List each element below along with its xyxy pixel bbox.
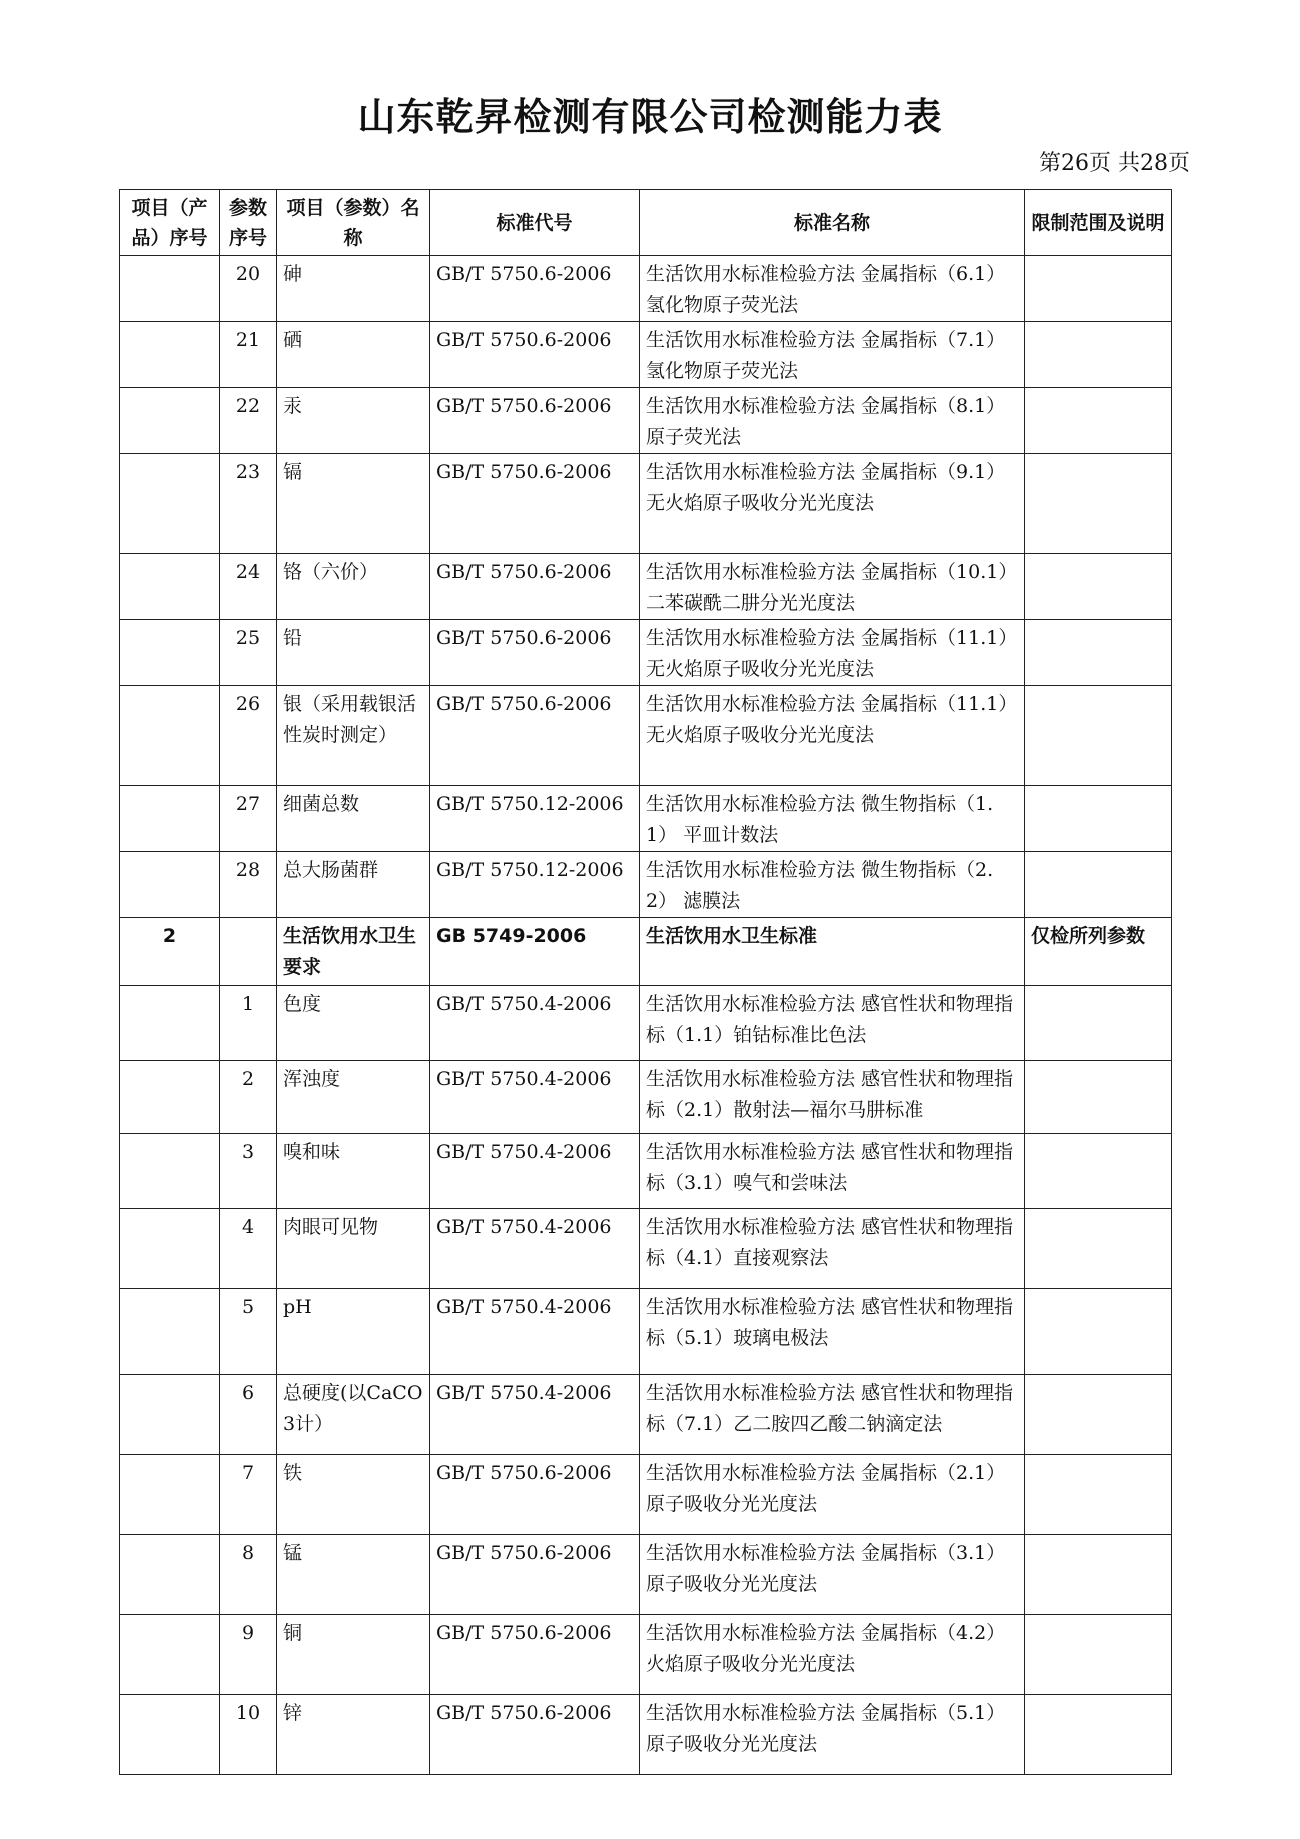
cell-param-name: 总硬度(以CaCO3计） [277, 1375, 430, 1455]
cell-param-no: 26 [220, 686, 277, 786]
capability-table [119, 189, 1172, 1775]
cell-param-no: 24 [220, 554, 277, 620]
page-number: 第26页 共28页 [1039, 151, 1190, 176]
table-row [120, 322, 1172, 388]
table-row [120, 256, 1172, 322]
cell-param-no: 6 [220, 1375, 277, 1455]
col-header-param-no: 参数序号 [220, 190, 277, 256]
cell-item-no [120, 388, 220, 454]
cell-limits [1025, 1375, 1172, 1455]
col-header-item-no: 项目（产品）序号 [120, 190, 220, 256]
cell-param-no: 4 [220, 1209, 277, 1289]
cell-standard-code: GB/T 5750.6-2006 [430, 1695, 640, 1775]
table-row [120, 1375, 1172, 1455]
cell-item-no [120, 852, 220, 918]
cell-param-no: 9 [220, 1615, 277, 1695]
cell-standard-code: GB/T 5750.6-2006 [430, 686, 640, 786]
col-header-limits: 限制范围及说明 [1025, 190, 1172, 256]
cell-limits [1025, 1209, 1172, 1289]
cell-standard-code: GB/T 5750.6-2006 [430, 1535, 640, 1615]
cell-limits [1025, 454, 1172, 554]
cell-standard-name: 生活饮用水标准检验方法 金属指标（11.1）无火焰原子吸收分光光度法 [640, 620, 1025, 686]
cell-limits [1025, 986, 1172, 1061]
cell-standard-name: 生活饮用水标准检验方法 金属指标（7.1） 氢化物原子荧光法 [640, 322, 1025, 388]
cell-standard-code: GB/T 5750.6-2006 [430, 322, 640, 388]
cell-standard-name: 生活饮用水标准检验方法 金属指标（10.1）二苯碳酰二肼分光光度法 [640, 554, 1025, 620]
cell-param-name: 浑浊度 [277, 1061, 430, 1134]
table-row [120, 554, 1172, 620]
cell-standard-name: 生活饮用水标准检验方法 金属指标（5.1）原子吸收分光光度法 [640, 1695, 1025, 1775]
cell-standard-name: 生活饮用水标准检验方法 金属指标（6.1） 氢化物原子荧光法 [640, 256, 1025, 322]
cell-item-no [120, 1209, 220, 1289]
cell-param-name: 银（采用载银活性炭时测定） [277, 686, 430, 786]
cell-item-no [120, 620, 220, 686]
cell-limits: 仅检所列参数 [1025, 918, 1172, 986]
cell-standard-name: 生活饮用水标准检验方法 金属指标（8.1） 原子荧光法 [640, 388, 1025, 454]
table-row [120, 1455, 1172, 1535]
table-row [120, 1615, 1172, 1695]
table-row [120, 686, 1172, 786]
cell-param-no [220, 918, 277, 986]
cell-standard-name: 生活饮用水标准检验方法 金属指标（2.1）原子吸收分光光度法 [640, 1455, 1025, 1535]
cell-item-no: 2 [120, 918, 220, 986]
table-row [120, 918, 1172, 986]
table-body [120, 256, 1172, 1775]
cell-limits [1025, 1695, 1172, 1775]
cell-param-no: 27 [220, 786, 277, 852]
cell-item-no [120, 1375, 220, 1455]
cell-limits [1025, 554, 1172, 620]
cell-limits [1025, 786, 1172, 852]
table-row [120, 1535, 1172, 1615]
cell-param-name: 色度 [277, 986, 430, 1061]
cell-standard-name: 生活饮用水标准检验方法 感官性状和物理指标（4.1）直接观察法 [640, 1209, 1025, 1289]
cell-standard-name: 生活饮用水标准检验方法 微生物指标（2.2） 滤膜法 [640, 852, 1025, 918]
col-header-standard-name: 标准名称 [640, 190, 1025, 256]
cell-standard-code: GB/T 5750.4-2006 [430, 1375, 640, 1455]
cell-standard-name: 生活饮用水标准检验方法 微生物指标（1.1） 平皿计数法 [640, 786, 1025, 852]
cell-param-no: 21 [220, 322, 277, 388]
cell-limits [1025, 1134, 1172, 1209]
cell-item-no [120, 554, 220, 620]
cell-param-no: 7 [220, 1455, 277, 1535]
cell-item-no [120, 1455, 220, 1535]
page-title: 山东乾昇检测有限公司检测能力表 [357, 95, 943, 139]
cell-param-name: 砷 [277, 256, 430, 322]
table-row [120, 1695, 1172, 1775]
cell-standard-code: GB/T 5750.4-2006 [430, 1061, 640, 1134]
cell-limits [1025, 1455, 1172, 1535]
cell-param-name: 镉 [277, 454, 430, 554]
col-header-standard-code: 标准代号 [430, 190, 640, 256]
cell-standard-code: GB/T 5750.12-2006 [430, 852, 640, 918]
table-row [120, 986, 1172, 1061]
cell-param-name: 总大肠菌群 [277, 852, 430, 918]
cell-item-no [120, 986, 220, 1061]
cell-param-name: 锰 [277, 1535, 430, 1615]
cell-param-name: 硒 [277, 322, 430, 388]
cell-limits [1025, 686, 1172, 786]
cell-standard-name: 生活饮用水标准检验方法 感官性状和物理指标（1.1）铂钴标准比色法 [640, 986, 1025, 1061]
cell-limits [1025, 1615, 1172, 1695]
cell-param-no: 5 [220, 1289, 277, 1375]
cell-item-no [120, 1061, 220, 1134]
cell-limits [1025, 1289, 1172, 1375]
cell-standard-code: GB/T 5750.4-2006 [430, 1289, 640, 1375]
table-row [120, 1289, 1172, 1375]
cell-param-name: 铁 [277, 1455, 430, 1535]
cell-param-name: 肉眼可见物 [277, 1209, 430, 1289]
cell-param-name: pH [277, 1289, 430, 1375]
cell-limits [1025, 1061, 1172, 1134]
col-header-param-name: 项目（参数）名称 [277, 190, 430, 256]
cell-standard-name: 生活饮用水标准检验方法 金属指标（11.1）无火焰原子吸收分光光度法 [640, 686, 1025, 786]
cell-standard-code: GB/T 5750.6-2006 [430, 620, 640, 686]
cell-param-no: 10 [220, 1695, 277, 1775]
cell-standard-code: GB/T 5750.4-2006 [430, 986, 640, 1061]
cell-standard-name: 生活饮用水标准检验方法 感官性状和物理指标（3.1）嗅气和尝味法 [640, 1134, 1025, 1209]
cell-param-name: 细菌总数 [277, 786, 430, 852]
cell-standard-name: 生活饮用水标准检验方法 金属指标（3.1）原子吸收分光光度法 [640, 1535, 1025, 1615]
cell-standard-code: GB/T 5750.6-2006 [430, 554, 640, 620]
cell-standard-name: 生活饮用水标准检验方法 金属指标（4.2）火焰原子吸收分光光度法 [640, 1615, 1025, 1695]
cell-param-name: 生活饮用水卫生要求 [277, 918, 430, 986]
cell-param-name: 铬（六价） [277, 554, 430, 620]
cell-item-no [120, 454, 220, 554]
cell-param-no: 23 [220, 454, 277, 554]
cell-item-no [120, 1134, 220, 1209]
cell-limits [1025, 322, 1172, 388]
cell-param-no: 20 [220, 256, 277, 322]
table-row [120, 1061, 1172, 1134]
cell-item-no [120, 1615, 220, 1695]
cell-standard-code: GB/T 5750.12-2006 [430, 786, 640, 852]
table-row [120, 620, 1172, 686]
cell-limits [1025, 256, 1172, 322]
cell-param-no: 25 [220, 620, 277, 686]
cell-standard-name: 生活饮用水标准检验方法 感官性状和物理指标（2.1）散射法—福尔马肼标准 [640, 1061, 1025, 1134]
cell-standard-code: GB/T 5750.4-2006 [430, 1209, 640, 1289]
table-row [120, 786, 1172, 852]
cell-limits [1025, 852, 1172, 918]
cell-standard-name: 生活饮用水标准检验方法 金属指标（9.1）无火焰原子吸收分光光度法 [640, 454, 1025, 554]
table-row [120, 454, 1172, 554]
cell-param-no: 1 [220, 986, 277, 1061]
cell-limits [1025, 388, 1172, 454]
cell-standard-name: 生活饮用水卫生标准 [640, 918, 1025, 986]
table-row [120, 388, 1172, 454]
cell-standard-code: GB 5749-2006 [430, 918, 640, 986]
cell-param-name: 铜 [277, 1615, 430, 1695]
cell-param-no: 28 [220, 852, 277, 918]
cell-standard-name: 生活饮用水标准检验方法 感官性状和物理指标（7.1）乙二胺四乙酸二钠滴定法 [640, 1375, 1025, 1455]
table-row [120, 1209, 1172, 1289]
cell-standard-code: GB/T 5750.6-2006 [430, 454, 640, 554]
cell-item-no [120, 256, 220, 322]
cell-standard-code: GB/T 5750.6-2006 [430, 256, 640, 322]
table-row [120, 1134, 1172, 1209]
cell-item-no [120, 686, 220, 786]
cell-item-no [120, 1289, 220, 1375]
cell-item-no [120, 1535, 220, 1615]
cell-param-no: 2 [220, 1061, 277, 1134]
cell-standard-code: GB/T 5750.6-2006 [430, 388, 640, 454]
cell-item-no [120, 322, 220, 388]
cell-param-name: 汞 [277, 388, 430, 454]
table-row [120, 852, 1172, 918]
cell-param-no: 22 [220, 388, 277, 454]
cell-standard-code: GB/T 5750.6-2006 [430, 1455, 640, 1535]
cell-limits [1025, 1535, 1172, 1615]
cell-param-name: 锌 [277, 1695, 430, 1775]
cell-item-no [120, 786, 220, 852]
cell-standard-code: GB/T 5750.6-2006 [430, 1615, 640, 1695]
cell-standard-name: 生活饮用水标准检验方法 感官性状和物理指标（5.1）玻璃电极法 [640, 1289, 1025, 1375]
cell-param-no: 8 [220, 1535, 277, 1615]
cell-standard-code: GB/T 5750.4-2006 [430, 1134, 640, 1209]
cell-item-no [120, 1695, 220, 1775]
cell-param-no: 3 [220, 1134, 277, 1209]
cell-limits [1025, 620, 1172, 686]
cell-param-name: 嗅和味 [277, 1134, 430, 1209]
cell-param-name: 铅 [277, 620, 430, 686]
table-header-row [120, 190, 1172, 256]
